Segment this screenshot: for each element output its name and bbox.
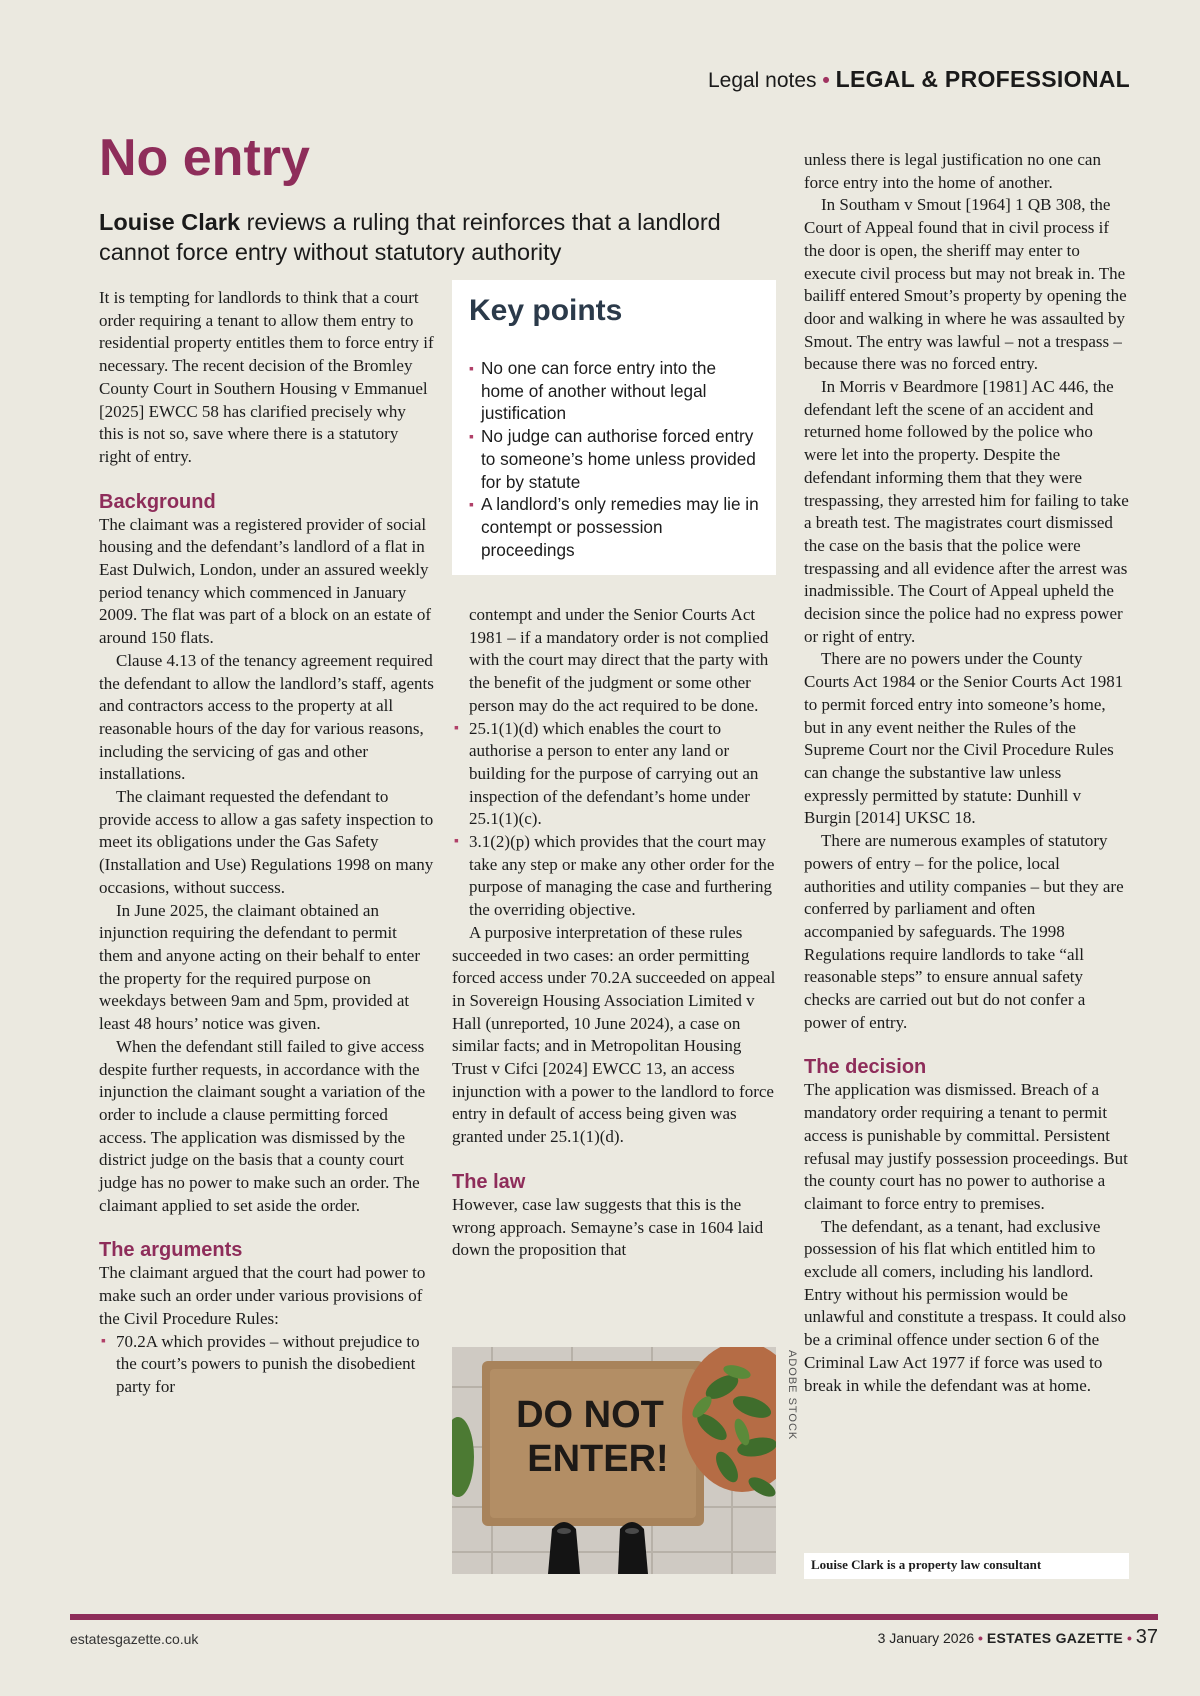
bullet-text: 25.1(1)(d) which enables the court to authorise a person to enter any land or building for the purpose of carrying out an inspection of the defendant’s home under 25.1(1)(c).: [469, 718, 759, 829]
decision-heading: The decision: [804, 1056, 927, 1079]
standfirst: [99, 207, 739, 267]
background-paragraph-3: The claimant requested the defendant to provide access to allow a gas safety inspection to meet its obligations under the Gas Safety (Installation and Use) Regulations 1998 on many occasions, without success.: [99, 787, 434, 897]
author-bio: Louise Clark is a property law consultant: [804, 1553, 1129, 1579]
arguments-heading: The arguments: [99, 1239, 243, 1262]
footer-info: [878, 1626, 1158, 1649]
header-separator: •: [822, 69, 830, 92]
mat-text-line-1: DO NOT: [516, 1394, 664, 1436]
mat-text-line-2: ENTER!: [527, 1438, 669, 1480]
footer-website: estatesgazette.co.uk: [70, 1631, 199, 1647]
decision-paragraph-1: The application was dismissed. Breach of a mandatory order requiring a tenant to permit access is punishable by committal. Persistent refusal may justify possession proceedings. But the county court has no power to authorise a claimant to force entry to premises.: [804, 1080, 1128, 1213]
bullet-text: 70.2A which provides – without prejudice to the court’s powers to punish the disobedient party for: [116, 1331, 420, 1396]
publication-name: ESTATES GAZETTE: [986, 1630, 1124, 1646]
bullet-text: contempt and under the Senior Courts Act 1981 – if a mandatory order is not complied with the court may direct that the party with the benefit of the judgment or some other person may do the act required to be done.: [469, 605, 769, 715]
intro-paragraph: It is tempting for landlords to think that a court order requiring a tenant to allow them entry to residential property entitles them to force entry if necessary. The recent decision of the Bromley County Court in Southern Housing v Emmanuel [2025] EWCC 58 has clarified precisely why this is not so, save where there is a statutory right of entry.: [99, 288, 434, 466]
page-number: 37: [1135, 1626, 1158, 1648]
key-point-item: [469, 425, 760, 493]
standfirst-text: reviews a ruling that reinforces that a landlord cannot force entry without statutory authority: [99, 209, 721, 265]
column-3: [804, 149, 1129, 1397]
key-points-box: [452, 280, 776, 575]
purposive-paragraph: A purposive interpretation of these rules succeeded in two cases: an order permitting forced access under 70.2A succeeded on appeal in Sovereign Housing Association Limited v Hall (unreported, 10 June 2024), a case on similar facts; and in Metropolitan Housing Trust v Cifci [2024] EWCC 13, an access injunction with a power to the landlord to force entry in default of access being given was granted under 25.1(1)(d).: [452, 922, 776, 1147]
law-paragraph-2: In Southam v Smout [1964] 1 QB 308, the Court of Appeal found that in civil process if the door is open, the sheriff may enter to execute civil process but may not break in. The bailiff entered Smout’s property by opening the door and walking in where he was assaulted by Smout. The entry was lawful – not a trespass – because there was no forced entry.: [804, 195, 1127, 374]
law-paragraph-4: There are no powers under the County Courts Act 1984 or the Senior Courts Act 1981 to permit forced entry into someone’s home, but in any event neither the Rules of the Supreme Court nor the Civil Procedure Rules can change the substantive law unless expressly permitted by statute: Dunhill v Burgin [2014] UKSC 18.: [804, 649, 1124, 828]
doormat-photo: [452, 1347, 776, 1574]
author-name: Louise Clark: [99, 209, 241, 235]
arguments-paragraph: The claimant argued that the court had power to make such an order under various provisions of the Civil Procedure Rules:: [99, 1263, 426, 1328]
background-paragraph-4: In June 2025, the claimant obtained an injunction requiring the defendant to permit them and anyone acting on their behalf to enter the property for the required purpose on weekdays between 9am and 5pm, provided at least 48 hours’ notice was given.: [99, 900, 420, 1034]
bullet-icon: ▪: [469, 428, 474, 445]
running-head: [708, 66, 1130, 93]
column-1: [99, 287, 434, 1399]
key-points-list: [469, 357, 760, 561]
footer-rule: [70, 1614, 1158, 1620]
key-point-text: A landlord’s only remedies may lie in contempt or possession proceedings: [481, 494, 759, 560]
section-label: Legal notes: [707, 69, 817, 92]
arguments-list-continued: [452, 604, 776, 922]
law-paragraph-1-continued: unless there is legal justification no one can force entry into the home of another.: [804, 150, 1101, 192]
bullet-icon: ▪: [454, 720, 459, 736]
column-2: [452, 604, 776, 1262]
law-paragraph-5: There are numerous examples of statutory powers of entry – for the police, local authorities and utility companies – but they are conferred by parliament and often accompanied by safeguards. The 1998 Regulations require landlords to take “all reasonable steps” to ensure annual safety checks are carried out but do not confer a power of entry.: [804, 831, 1124, 1032]
article-title: No entry: [99, 129, 310, 187]
key-point-item: [469, 493, 760, 561]
list-item: [452, 831, 776, 922]
key-point-text: No judge can authorise forced entry to someone’s home unless provided for by statute: [481, 426, 756, 492]
list-item: [452, 718, 776, 832]
footer-separator: •: [978, 1630, 983, 1646]
category-label: LEGAL & PROFESSIONAL: [835, 66, 1130, 92]
background-heading: Background: [99, 490, 216, 513]
key-point-item: [469, 357, 760, 425]
arguments-list: [99, 1331, 434, 1399]
background-paragraph-5: When the defendant still failed to give access despite further requests, in accordance with the injunction the claimant sought a variation of the order to include a clause permitting forced access. The application was dismissed by the district judge on the basis that a county court judge has no power to make such an order. The claimant applied to set aside the order.: [99, 1036, 426, 1215]
issue-date: 3 January 2026: [877, 1630, 975, 1646]
bullet-icon: ▪: [469, 496, 474, 513]
list-item: [99, 1331, 434, 1399]
law-paragraph-1: However, case law suggests that this is the wrong approach. Semayne’s case in 1604 laid down the proposition that: [452, 1194, 764, 1260]
law-heading: The law: [452, 1170, 526, 1193]
bullet-icon: ▪: [101, 1333, 106, 1349]
decision-paragraph-2: The defendant, as a tenant, had exclusive possession of his flat which entitled him to exclude all comers, including his landlord. Entry without his permission would be unlawful and constitute a trespass. It could also be a criminal offence under section 6 of the Criminal Law Act 1977 if force was used to break in while the defendant was at home.: [804, 1216, 1126, 1395]
list-item: [452, 604, 776, 718]
bullet-icon: ▪: [454, 834, 459, 850]
bullet-icon: ▪: [469, 360, 474, 376]
bullet-text: 3.1(2)(p) which provides that the court may take any step or make any other order for the purpose of managing the case and furthering the overriding objective.: [469, 832, 775, 920]
footer-separator: •: [1126, 1630, 1132, 1646]
background-paragraph-2: Clause 4.13 of the tenancy agreement required the defendant to allow the landlord’s staff, agents and contractors access to the property at all reasonable hours of the day for various reasons, including the servicing of gas and other installations.: [99, 650, 434, 784]
key-points-heading: Key points: [469, 294, 623, 327]
background-paragraph-1: The claimant was a registered provider of social housing and the defendant’s landlord of a flat in East Dulwich, London, under an assured weekly period tenancy which commenced in January 2009. The flat was part of a block on an estate of around 150 flats.: [99, 514, 432, 648]
law-paragraph-3: In Morris v Beardmore [1981] AC 446, the defendant left the scene of an accident and returned home followed by the police who were let into the property. Despite the defendant informing them that they were trespassing, they arrested him for failing to take a breath test. The magistrates court dismissed the case on the basis that the police were trespassing and all evidence after the arrest was inadmissible. The Court of Appeal upheld the decision since the police had no express power or right of entry.: [804, 377, 1129, 646]
key-point-text: No one can force entry into the home of another without legal justification: [481, 358, 717, 424]
photo-credit: ADOBE STOCK: [786, 1350, 798, 1441]
